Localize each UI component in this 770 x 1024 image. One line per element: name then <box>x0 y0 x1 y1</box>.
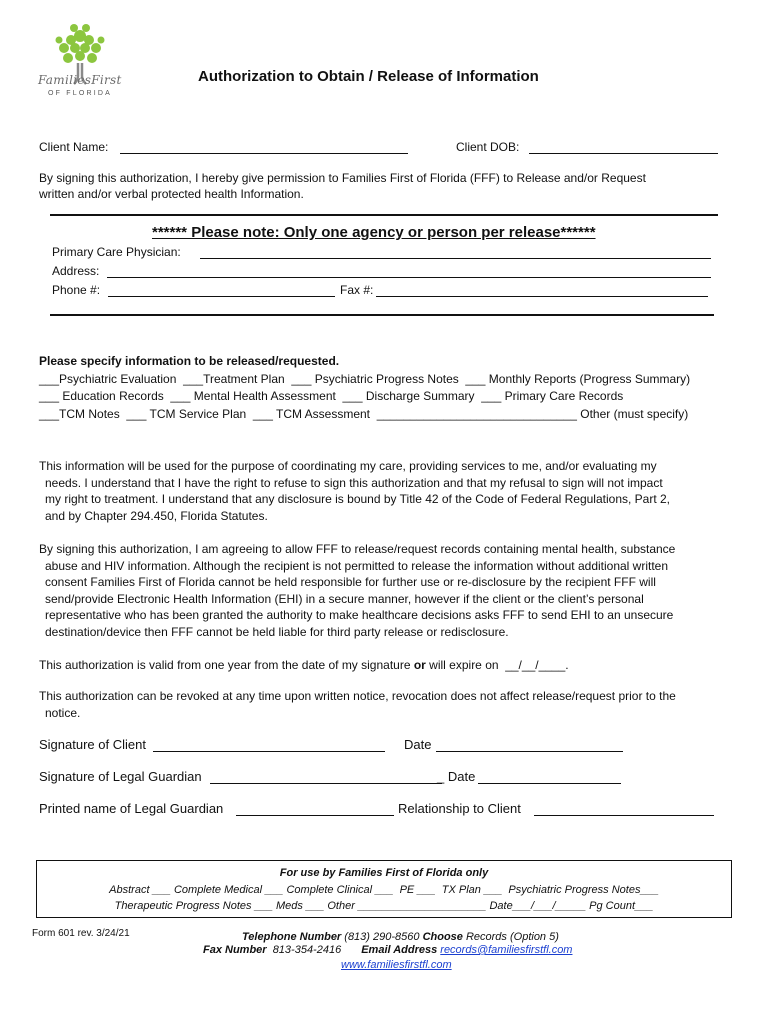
client-dob-field[interactable] <box>529 140 718 154</box>
email-label: Email Address <box>361 944 438 956</box>
logo-subtitle: OF FLORIDA <box>48 90 113 97</box>
phone-label: Phone #: <box>52 283 101 297</box>
client-date-label: Date <box>404 737 432 752</box>
purpose-paragraph <box>39 458 670 524</box>
paragraph-line: send/provide Electronic Health Information (EHI) in a secure manner, however if the client or the client’s personal <box>45 591 644 606</box>
paragraph-line: consent Families First of Florida cannot be held responsible for further use or re-disclosure by the recipient FFF will <box>45 575 656 589</box>
office-use-row: Abstract ___ Complete Medical ___ Complete Clinical ___ PE ___ TX Plan ___ Psychiatric Progress Notes___ <box>109 884 659 896</box>
revoke-paragraph <box>39 688 676 721</box>
checklist-row[interactable]: ___ Education Records ___ Mental Health Assessment ___ Discharge Summary ___ Primary Care Records <box>39 389 624 403</box>
client-name-label: Client Name: <box>39 140 109 154</box>
office-use-box <box>36 860 732 918</box>
client-name-field[interactable] <box>120 140 408 154</box>
pcp-label: Primary Care Physician: <box>52 245 181 259</box>
paragraph-line: destination/device then FFF cannot be held liable for third party release or redisclosure. <box>45 624 509 639</box>
paragraph-line: By signing this authorization, I am agreeing to allow FFF to release/request records containing mental health, substance <box>39 542 676 556</box>
address-label: Address: <box>52 264 100 278</box>
phone-field[interactable] <box>108 283 335 297</box>
paragraph-line: This information will be used for the purpose of coordinating my care, providing services to me, and/or evaluating my <box>39 459 657 473</box>
website-link[interactable]: www.familiesfirstfl.com <box>341 959 452 971</box>
paragraph-line: and by Chapter 294.450, Florida Statutes. <box>45 508 268 523</box>
records-option: Records (Option 5) <box>462 931 559 943</box>
consent-paragraph <box>39 541 675 640</box>
address-field[interactable] <box>107 264 711 278</box>
fax-field[interactable] <box>376 283 708 297</box>
footer-fax-email <box>203 944 572 956</box>
choose-label: Choose <box>422 931 463 943</box>
relationship-field[interactable] <box>534 801 714 816</box>
validity-text-b: will expire on __/__/____. <box>425 658 569 672</box>
guardian-date-field[interactable] <box>478 769 621 784</box>
fax-number-label: Fax Number <box>203 944 267 956</box>
printed-guardian-field[interactable] <box>236 801 394 816</box>
signature-client-label: Signature of Client <box>39 737 146 752</box>
page-title: Authorization to Obtain / Release of Information <box>198 68 539 85</box>
validity-text <box>39 658 569 672</box>
signature-guardian-label: Signature of Legal Guardian <box>39 769 202 784</box>
email-link[interactable]: records@familiesfirstfl.com <box>440 944 573 956</box>
logo-name: FamiliesFirst <box>38 73 122 87</box>
client-date-field[interactable] <box>436 737 623 752</box>
checklist-row[interactable]: ___TCM Notes ___ TCM Service Plan ___ TCM Assessment ______________________________ Other (must specify) <box>39 407 689 421</box>
office-use-row: Therapeutic Progress Notes ___ Meds ___ Other _____________________ Date___/___/_____ Pg Count___ <box>114 900 654 912</box>
intro-text-2: written and/or verbal protected health Information. <box>39 187 304 201</box>
relationship-label: Relationship to Client <box>398 801 521 816</box>
release-note: ****** Please note: Only one agency or person per release****** <box>152 224 596 241</box>
form-revision: Form 601 rev. 3/24/21 <box>32 928 130 939</box>
telephone-label: Telephone Number <box>242 931 342 943</box>
validity-or: or <box>413 658 426 672</box>
paragraph-line: representative who has been granted the authority to make healthcare decisions asks FFF to send EHI to an unsecure <box>45 608 674 622</box>
office-use-heading: For use by Families First of Florida only <box>279 867 489 879</box>
signature-client-field[interactable] <box>153 737 385 752</box>
paragraph-line: notice. <box>45 705 81 720</box>
pcp-field[interactable] <box>200 245 711 259</box>
paragraph-line: This authorization can be revoked at any time upon written notice, revocation does not affect release/request prior to the <box>39 689 676 703</box>
specify-heading: Please specify information to be released/requested. <box>39 354 340 368</box>
client-dob-label: Client DOB: <box>456 140 520 154</box>
fax-number-value: 813-354-2416 <box>266 944 342 956</box>
guardian-date-label: _ Date <box>437 769 476 784</box>
divider <box>50 314 714 316</box>
paragraph-line: abuse and HIV information. Although the recipient is not permitted to release the information without additional written <box>45 558 669 573</box>
footer-telephone <box>242 931 559 943</box>
printed-guardian-label: Printed name of Legal Guardian <box>39 801 224 816</box>
telephone-value: (813) 290-8560 <box>341 931 423 943</box>
intro-text: By signing this authorization, I hereby give permission to Families First of Florida (FFF) to Release and/or Request <box>39 171 646 185</box>
validity-text-a: This authorization is valid from one year from the date of my signature <box>39 658 414 672</box>
signature-guardian-field[interactable] <box>210 769 442 784</box>
paragraph-line: my right to treatment. I understand that any disclosure is bound by Title 42 of the Code of Federal Regulations, Part 2, <box>45 492 671 506</box>
fax-label: Fax #: <box>340 283 374 297</box>
divider <box>50 214 718 216</box>
checklist-row[interactable]: ___Psychiatric Evaluation ___Treatment Plan ___ Psychiatric Progress Notes ___ Monthly Reports (Progress Summary) <box>39 372 691 386</box>
paragraph-line: needs. I understand that I have the right to refuse to sign this authorization and that my refusal to sign will not impact <box>45 475 663 490</box>
